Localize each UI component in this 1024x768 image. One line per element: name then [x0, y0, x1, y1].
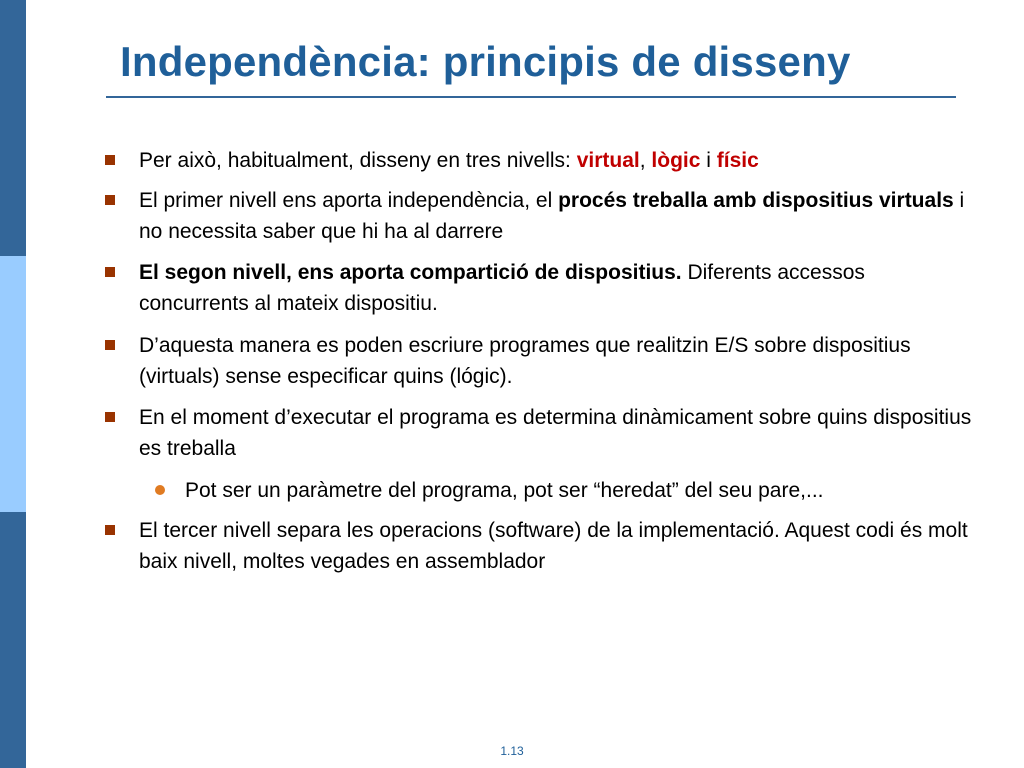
bullet-item — [139, 330, 979, 392]
bullet-text-run: D’aquesta manera es poden escriure programes que realitzin E/S sobre dispositius (virtuals) sense especificar quins (lógic). — [139, 334, 911, 388]
slide-title: Independència: principis de disseny — [120, 38, 851, 85]
square-bullet-icon — [105, 340, 115, 350]
bullet-text-run: Diferents accessos concurrents al mateix dispositiu. — [139, 261, 865, 315]
bullet-text-run: Per això, habitualment, disseny en tres nivells: — [139, 149, 577, 172]
bullet-item — [139, 257, 979, 319]
bullet-item — [139, 515, 979, 577]
page-number: 1.13 — [500, 744, 524, 758]
square-bullet-icon — [105, 267, 115, 277]
square-bullet-icon — [105, 525, 115, 535]
bullet-text-run: El tercer nivell separa les operacions (software) de la implementació. Aquest codi és molt baix nivell, moltes vegades en assemblador — [139, 519, 968, 573]
square-bullet-icon — [105, 155, 115, 165]
title-underline — [106, 96, 956, 98]
sidebar-segment-middle — [0, 256, 26, 512]
bullet-text-run: El segon nivell, ens aporta compartició de dispositius. — [139, 261, 682, 284]
bullet-text-run: En el moment d’executar el programa es determina dinàmicament sobre quins dispositius es treballa — [139, 406, 972, 460]
bullet-text-run: , — [639, 149, 652, 172]
bullet-text-run: virtual — [576, 149, 640, 172]
sub-bullet-item — [185, 475, 985, 506]
sidebar-segment-top — [0, 0, 26, 256]
bullet-text-run: lògic — [651, 149, 701, 172]
square-bullet-icon — [105, 195, 115, 205]
bullet-item — [139, 145, 979, 176]
round-bullet-icon — [155, 485, 165, 495]
bullet-text-run: i — [700, 149, 717, 172]
bullet-text-run: Pot ser un paràmetre del programa, pot ser “heredat” del seu pare,... — [185, 479, 824, 502]
sidebar-segment-bottom — [0, 512, 26, 768]
square-bullet-icon — [105, 412, 115, 422]
bullet-text-run: i no necessita saber que hi ha al darrere — [139, 189, 965, 243]
bullet-item — [139, 185, 979, 247]
bullet-text-run: procés treballa amb dispositius virtuals — [558, 189, 954, 212]
bullet-item — [139, 402, 979, 464]
bullet-text-run: El primer nivell ens aporta independència, el — [139, 189, 559, 212]
bullet-text-run: físic — [716, 149, 759, 172]
